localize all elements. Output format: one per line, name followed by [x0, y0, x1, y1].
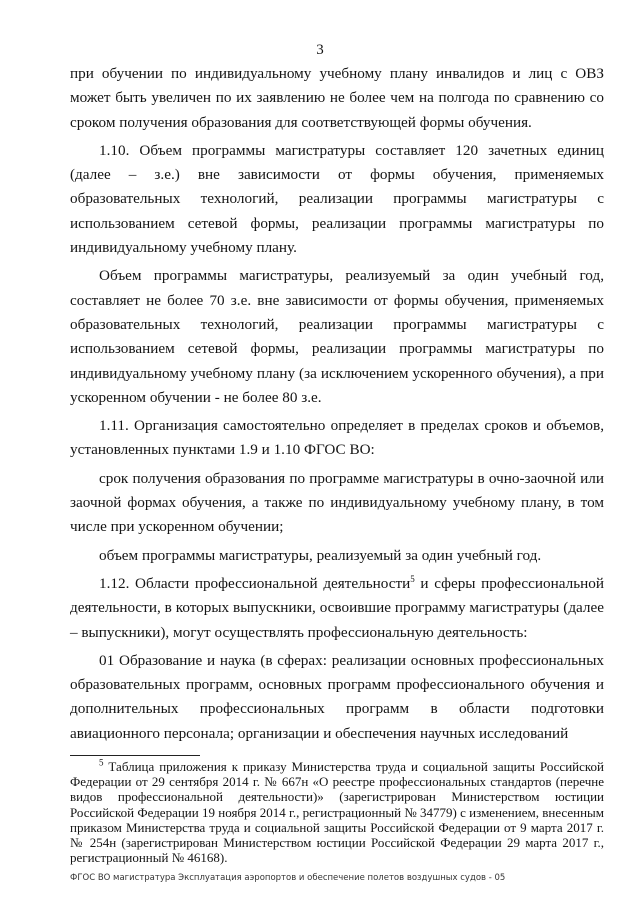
footnote — [70, 759, 604, 865]
page-body — [70, 62, 604, 746]
paragraph-1-12-start: 1.12. Области профессиональной деятельности — [99, 574, 411, 592]
paragraph-01-education: 01 Образование и наука (в сферах: реализации основных профессиональных образовательных программ, основных программ профессионального обучения и дополнительных профессиональных программ в области подготовки авиационного персонала; организации и обеспечения научных исследований — [70, 651, 604, 742]
paragraph-1-12-rest: и сферы профессиональной деятельности, в которых выпускники, освоившие программу магистратуры (далее – выпускники), могут осуществлять профессиональную деятельность: — [70, 574, 604, 641]
footnote-marker: 5 — [99, 757, 104, 768]
page-footer: ФГОС ВО магистратура Эксплуатация аэропортов и обеспечение полетов воздушных судов - 05 — [70, 873, 506, 883]
footnote-text-block — [70, 759, 604, 865]
paragraph-annual-volume: Объем программы магистратуры, реализуемый за один учебный год, составляет не более 70 з.е. вне зависимости от формы обучения, применяемых образовательных технологий, реализации программы магистратуры с использованием сетевой формы, реализации программы магистратуры по индивидуальному учебному плану (за исключением ускоренного обучения), а при ускоренном обучении - не более 80 з.е. — [70, 267, 604, 406]
page-number: 3 — [316, 42, 324, 58]
paragraph-1-12 — [70, 572, 604, 645]
paragraph-1-11: 1.11. Организация самостоятельно определяет в пределах сроков и объемов, установленных пунктами 1.9 и 1.10 ФГОС ВО: — [70, 417, 604, 459]
paragraph-annual-program-volume: объем программы магистратуры, реализуемый за один учебный год. — [99, 546, 542, 564]
paragraph-continuation: при обучении по индивидуальному учебному плану инвалидов и лиц с ОВЗ может быть увеличен по их заявлению не более чем на полгода по сравнению со сроком получения образования для соответствующей формы обучения. — [70, 65, 604, 131]
footnote-text: Таблица приложения к приказу Министерства труда и социальной защиты Российской Федерации от 29 сентября 2014 г. № 667н «О реестре профессиональных стандартов (перечне видов профессиональной деятельности)» (зарегистрирован Министерством юстиции Российской Федерации 19 ноября 2014 г., регистрационный № 34779) с изменением, внесенным приказом Министерства труда и социальной защиты Российской Федерации от 9 марта 2017 г. № 254н (зарегистрирован Министерством юстиции Российской Федерации 29 марта 2017 г., регистрационный № 46168). — [70, 759, 604, 866]
footnote-separator — [70, 755, 200, 756]
paragraph-1-10: 1.10. Объем программы магистратуры составляет 120 зачетных единиц (далее – з.е.) вне зависимости от формы обучения, применяемых образовательных технологий, реализации программы магистратуры с использованием сетевой формы, реализации программы магистратуры по индивидуальному учебному плану. — [70, 141, 604, 257]
footnote-reference: 5 — [410, 573, 415, 584]
paragraph-study-period: срок получения образования по программе магистратуры в очно-заочной или заочной формах обучения, а также по индивидуальному учебному плану, в том числе при ускоренном обучении; — [70, 469, 604, 536]
